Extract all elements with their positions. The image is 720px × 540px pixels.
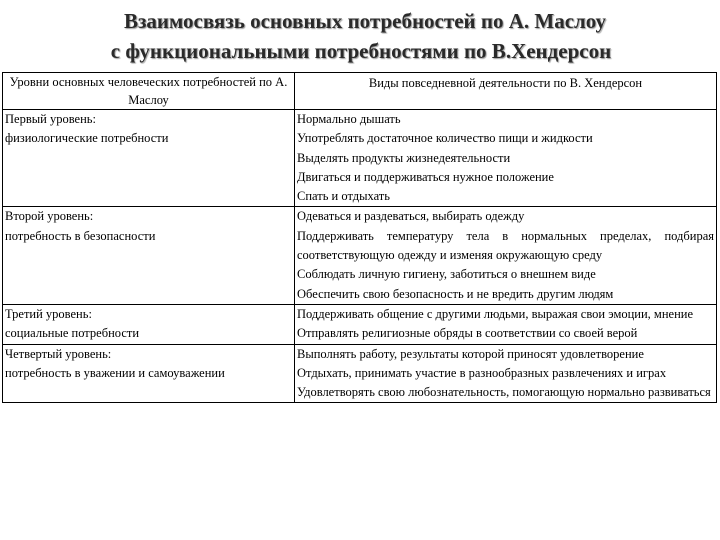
activity-item: Спать и отдыхать <box>297 189 390 204</box>
title-line-1: Взаимосвязь основных потребностей по А. Маслоу <box>123 9 607 33</box>
level-need: социальные потребности <box>5 326 140 341</box>
activity-item: Употреблять достаточное количество пищи и жидкости <box>297 131 593 146</box>
activity-item: Отправлять религиозные обряды в соответствии со своей верой <box>297 326 638 341</box>
activity-item: Нормально дышать <box>297 112 401 126</box>
level-cell <box>3 304 295 344</box>
activities-cell <box>295 207 717 304</box>
table-header-row <box>3 73 717 110</box>
table-row <box>3 304 717 344</box>
level-cell <box>3 110 295 207</box>
level-name: Третий уровень: <box>5 306 92 321</box>
activity-item: Соблюдать личную гигиену, заботиться о внешнем виде <box>297 267 596 282</box>
level-need: потребность в безопасности <box>5 228 156 243</box>
level-need: потребность в уважении и самоуважении <box>5 365 225 380</box>
activities-cell <box>295 110 717 207</box>
needs-table <box>2 72 717 403</box>
level-name: Первый уровень: <box>5 112 96 126</box>
activity-item: Одеваться и раздеваться, выбирать одежду <box>297 209 525 224</box>
activity-item: Двигаться и поддерживаться нужное положение <box>297 169 554 184</box>
table-row <box>3 110 717 207</box>
table-row <box>3 207 717 304</box>
activity-item: Удовлетворять свою любознательность, помогающую нормально развиваться <box>297 385 711 400</box>
activity-item: Отдыхать, принимать участие в разнообразных развлечениях и играх <box>297 365 667 380</box>
level-name: Четвертый уровень: <box>5 346 112 361</box>
header-henderson-label: Виды повседневной деятельности по В. Хендерсон <box>368 76 643 90</box>
level-cell <box>3 207 295 304</box>
level-name: Второй уровень: <box>5 209 94 224</box>
title-line-2: с функциональными потребностями по В.Хендерсон <box>110 39 612 63</box>
activities-cell <box>295 344 717 403</box>
level-need: физиологические потребности <box>5 131 169 146</box>
table-row <box>3 344 717 403</box>
header-henderson <box>295 73 717 110</box>
activities-cell <box>295 304 717 344</box>
header-maslow: Уровни основных человеческих потребностей по А. Маслоу <box>3 73 295 110</box>
activity-item: Выполнять работу, результаты которой приносят удовлетворение <box>297 346 644 361</box>
activity-item: Обеспечить свою безопасность и не вредить другим людям <box>297 286 614 301</box>
activity-item: Поддерживать температуру тела в нормальных пределах, подбирая соответствующую одежду и изменяя окружающую среду <box>297 228 714 263</box>
level-cell <box>3 344 295 403</box>
activity-item: Поддерживать общение с другими людьми, выражая свои эмоции, мнение <box>297 306 694 321</box>
activity-item: Выделять продукты жизнедеятельности <box>297 150 511 165</box>
slide-title <box>0 6 720 66</box>
